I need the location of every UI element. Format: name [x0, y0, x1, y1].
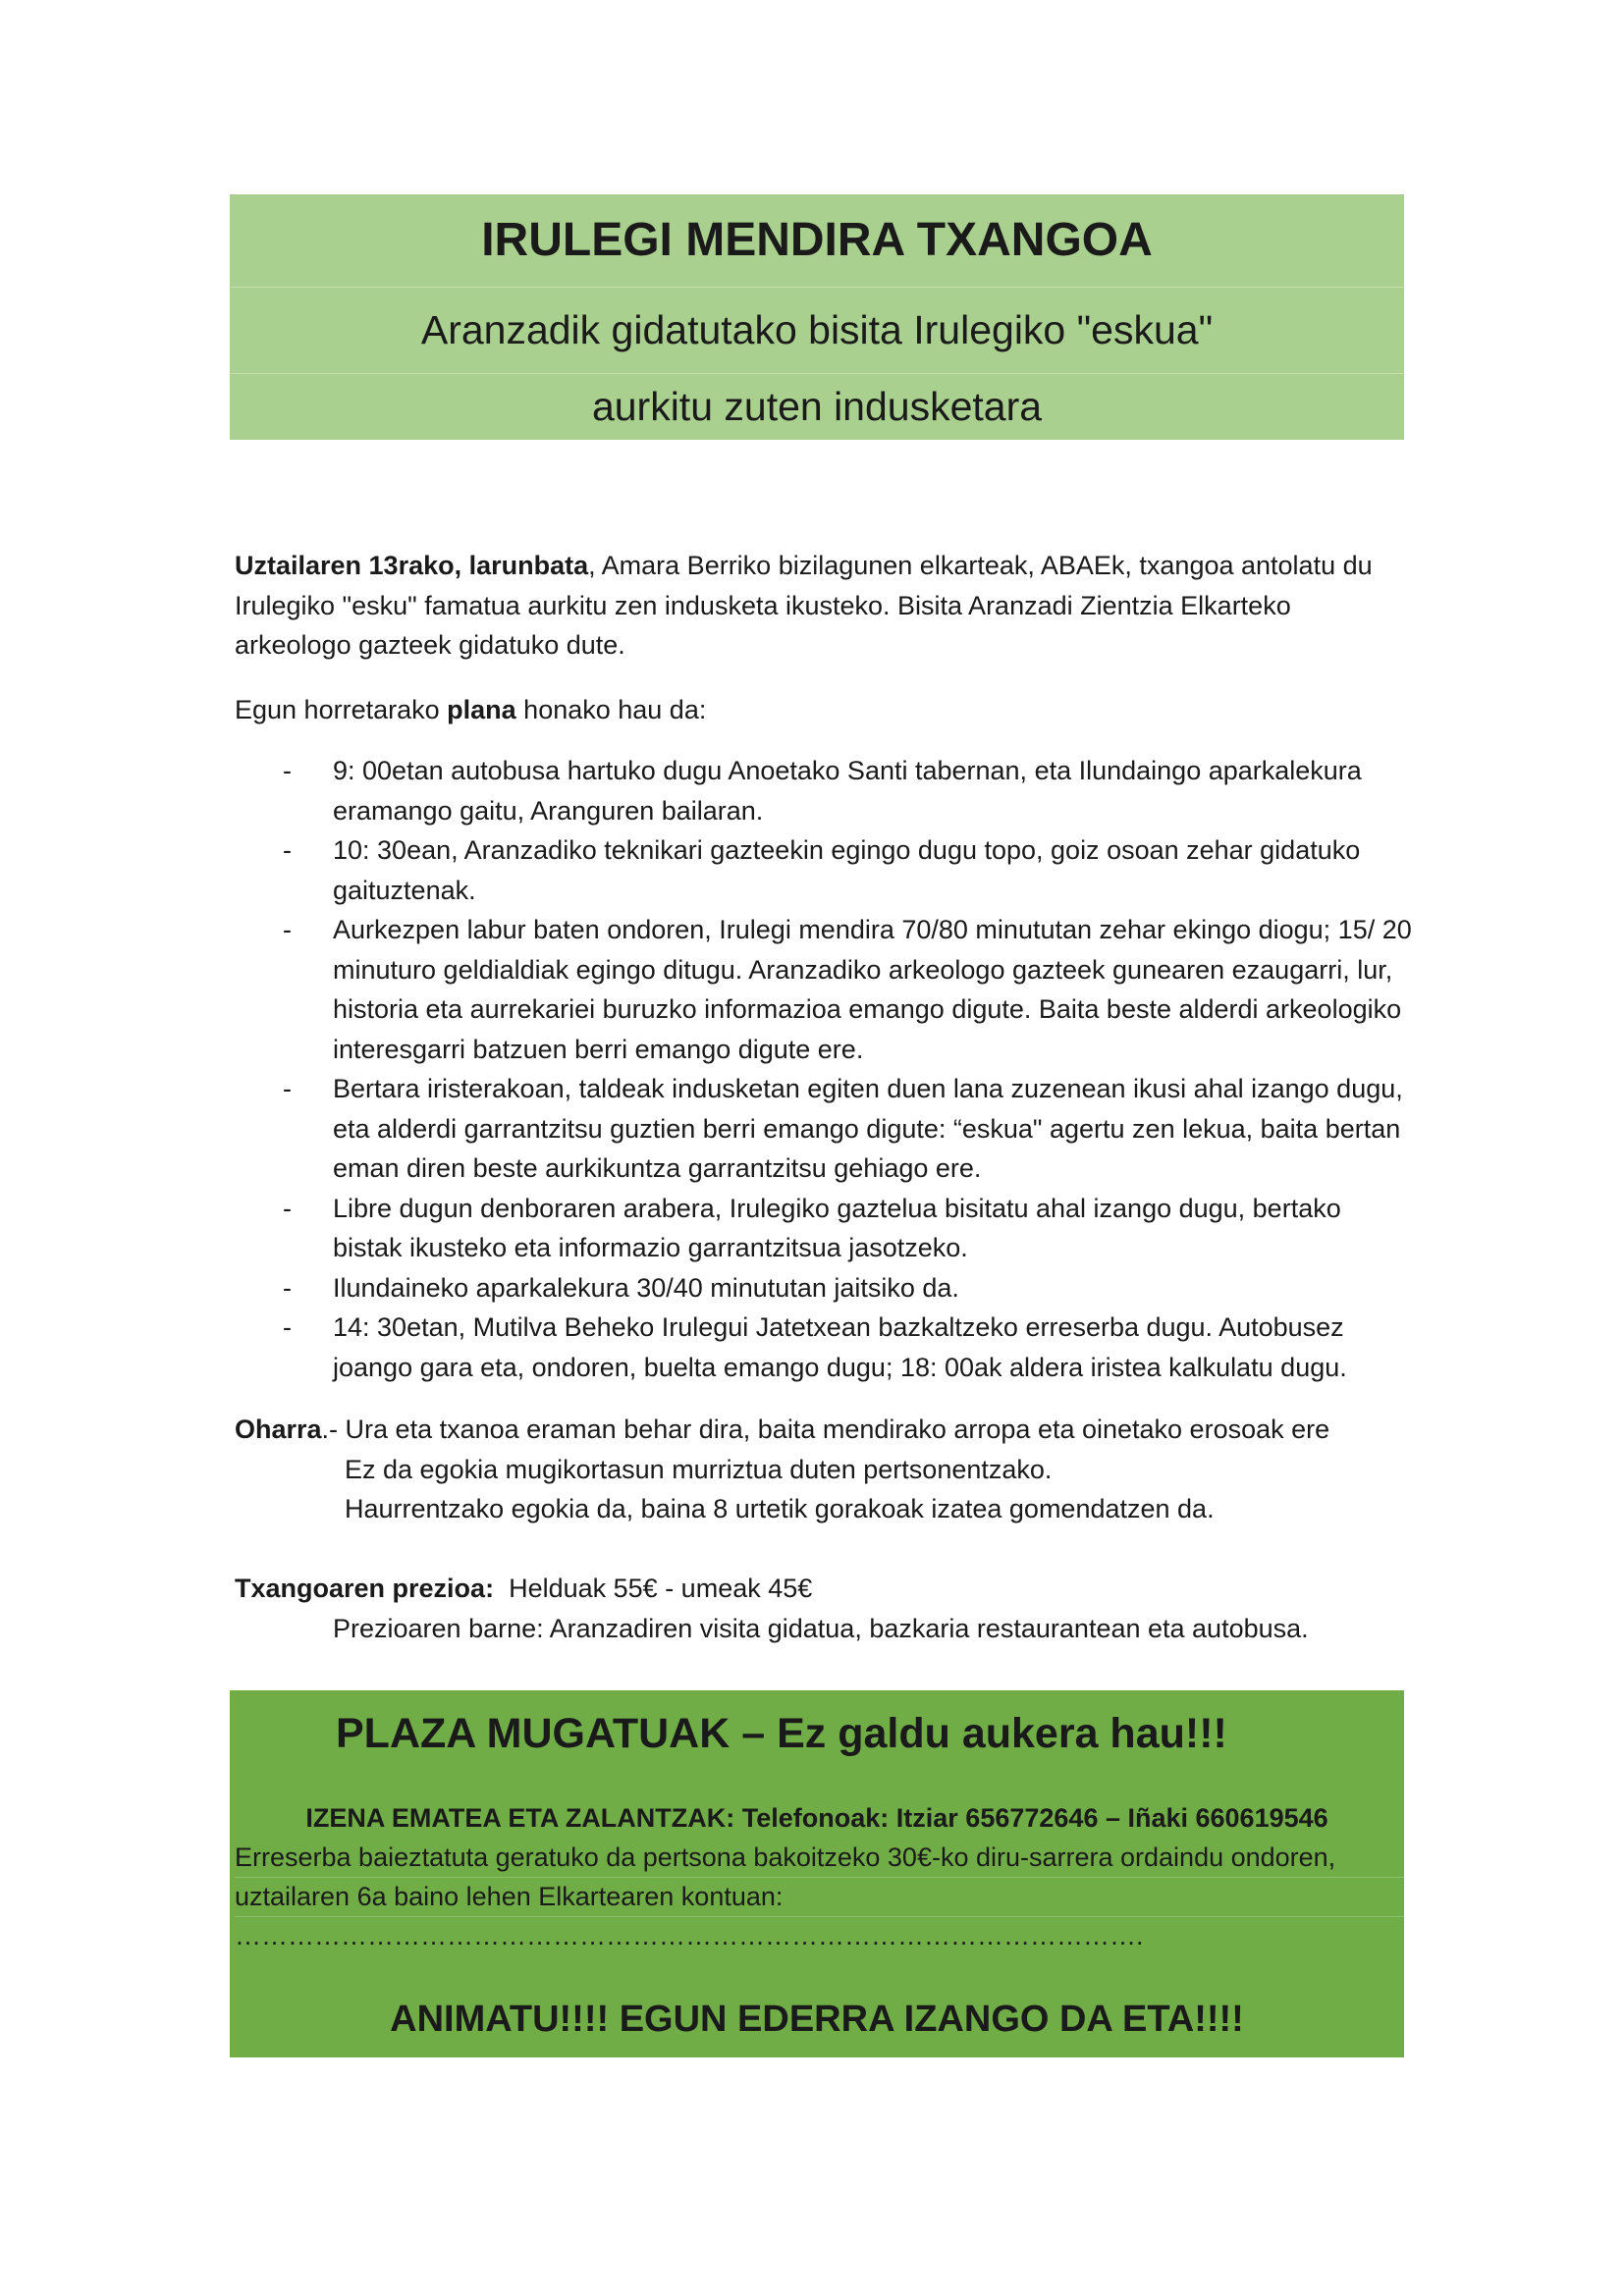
- bullet-dash: -: [283, 1272, 292, 1303]
- page-title: IRULEGI MENDIRA TXANGOA: [230, 194, 1404, 288]
- price-line: [235, 1569, 1413, 1609]
- plan-list: [235, 751, 1413, 1387]
- plan-item-text: 10: 30ean, Aranzadiko teknikari gazteekin egingo dugu topo, goiz osoan zehar gidatuko gaituztenak.: [333, 835, 1361, 905]
- plan-item-text: Aurkezpen labur baten ondoren, Irulegi mendira 70/80 minututan zehar ekingo diogu; 15/ 20 minuturo geldialdiak egingo ditugu. Aranzadiko arkeologo gazteek gunearen ezaugarri, lur, historia eta aurrekariei buruzko informazioa emango digute. Baita beste alderdi arkeologiko interesgarri batzuen berri emango digute ere.: [333, 915, 1412, 1064]
- subtitle-line-1: Aranzadik gidatutako bisita Irulegiko "eskua": [230, 287, 1404, 374]
- plan-item-text: Bertara iristerakoan, taldeak indusketan egiten duen lana zuzenean ikusi ahal izango dugu, eta alderdi garrantzitsu guztien berri emango digute: “eskua" agertu zen lekua, baita bertan eman diren beste aurkikuntza garrantzitsu gehiago ere.: [333, 1074, 1403, 1183]
- note-text-3: Haurrentzako egokia da, baina 8 urtetik gorakoak izatea gomendatzen da.: [345, 1494, 1215, 1523]
- intro-date: Uztailaren 13rako, larunbata: [235, 551, 589, 580]
- bullet-dash: -: [283, 756, 292, 785]
- subtitle-line-2: aurkitu zuten indusketara: [591, 384, 1043, 429]
- plan-item: [235, 1268, 1413, 1308]
- header-banner: [230, 194, 1404, 440]
- price-label: Txangoaren prezioa:: [235, 1574, 495, 1603]
- limited-places-heading: PLAZA MUGATUAK – Ez galdu aukera hau!!!: [336, 1710, 1227, 1757]
- account-placeholder: ………………………………………………………………………………………….: [235, 1921, 1144, 1950]
- note-text-1: .- Ura eta txanoa eraman behar dira, baita mendirako arropa eta oinetako erosoak ere: [321, 1415, 1330, 1444]
- footer-banner: [230, 1690, 1404, 2057]
- bullet-dash: -: [283, 1074, 292, 1103]
- plan-item: [235, 1308, 1413, 1387]
- plan-item-text: Ilundaineko aparkalekura 30/40 minututan jaitsiko da.: [333, 1272, 959, 1303]
- contact-info: IZENA EMATEA ETA ZALANTZAK: Telefonoak: Itziar 656772646 – Iñaki 660619546: [305, 1803, 1328, 1833]
- plan-item-text: Libre dugun denboraren arabera, Irulegiko gaztelua bisitatu ahal izango dugu, bertako bistak ikusteko eta informazio garrantzitsua jasotzeko.: [333, 1193, 1341, 1262]
- closing-cheer: ANIMATU!!!! EGUN EDERRA IZANGO DA ETA!!!!: [390, 1999, 1244, 2040]
- bullet-dash: -: [283, 1312, 292, 1342]
- price-includes: Prezioaren barne: Aranzadiren visita gidatua, bazkaria restaurantean eta autobusa.: [333, 1613, 1309, 1643]
- price-value: Helduak 55€ - umeak 45€: [509, 1574, 813, 1603]
- note-line-1: [235, 1410, 1413, 1450]
- plan-intro-after: honako hau da:: [515, 695, 707, 724]
- plan-item: [235, 910, 1413, 1069]
- plan-item-text: 14: 30etan, Mutilva Beheko Irulegui Jatetxean bazkaltzeko erreserba dugu. Autobusez joango gara eta, ondoren, buelta emango dugu; 18: 00ak aldera iristea kalkulatu dugu.: [333, 1312, 1347, 1382]
- reservation-line-2: uztailaren 6a baino lehen Elkartearen kontuan:: [235, 1877, 1404, 1917]
- price-section: [235, 1569, 1413, 1648]
- bullet-dash: -: [283, 1193, 292, 1223]
- bullet-dash: -: [283, 915, 292, 944]
- plan-item: [235, 830, 1413, 910]
- reservation-line-1: Erreserba baieztatuta geratuko da pertsona bakoitzeko 30€-ko diru-sarrera ordaindu ondoren,: [235, 1838, 1404, 1878]
- plan-item: [235, 751, 1413, 830]
- plan-item: [235, 1069, 1413, 1189]
- plan-intro-before: Egun horretarako: [235, 695, 448, 724]
- plan-intro: [235, 690, 1403, 730]
- note-label: Oharra: [235, 1415, 322, 1444]
- bullet-dash: -: [283, 835, 292, 865]
- plan-item-text: 9: 00etan autobusa hartuko dugu Anoetako Santi tabernan, eta Ilundaingo aparkalekura eramango gaitu, Aranguren bailaran.: [333, 756, 1362, 826]
- plan-item: [235, 1189, 1413, 1268]
- intro-text: , Amara Berriko bizilagunen elkarteak, ABAEk, txangoa antolatu du Irulegiko "esku" famatua aurkitu zen indusketa ikusteko. Bisita Aranzadi Zientzia Elkarteko arkeologo gazteek gidatuko dute.: [235, 551, 1373, 660]
- intro-paragraph: [235, 546, 1403, 666]
- note-section: [235, 1410, 1413, 1529]
- plan-intro-bold: plana: [447, 695, 516, 724]
- note-text-2: Ez da egokia mugikortasun murriztua duten pertsonentzako.: [345, 1454, 1053, 1484]
